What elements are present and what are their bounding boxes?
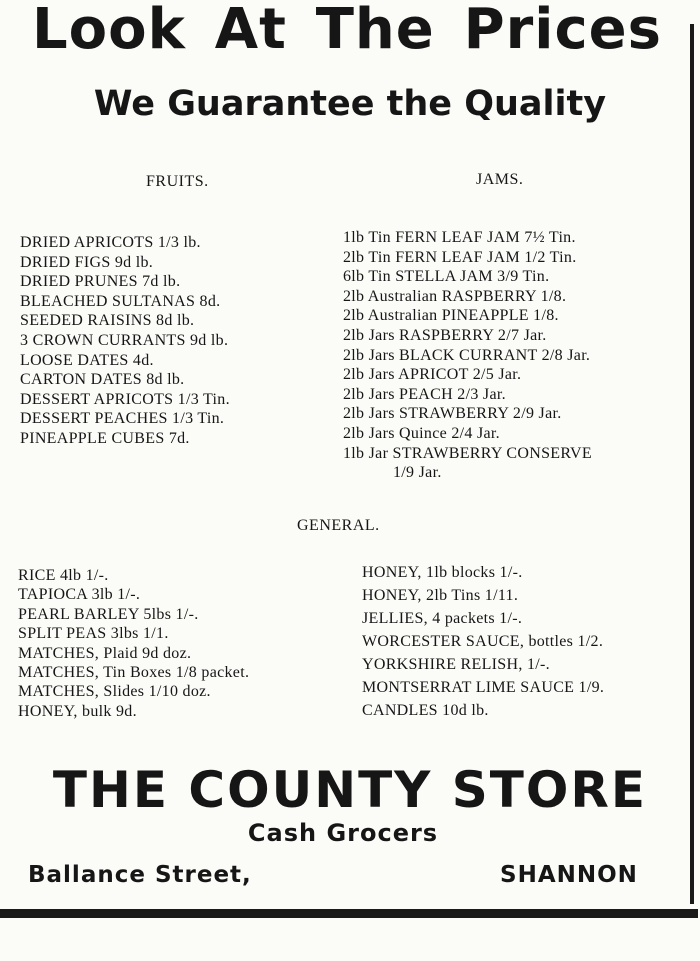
list-item: PEARL BARLEY 5lbs 1/-. — [18, 605, 199, 623]
list-item: CANDLES 10d lb. — [362, 702, 489, 719]
list-item: 2lb Jars RASPBERRY 2/7 Jar. — [343, 326, 547, 344]
headline-word-1: Look — [32, 0, 186, 62]
jams-heading: JAMS. — [476, 171, 524, 188]
list-item: 2lb Jars APRICOT 2/5 Jar. — [343, 366, 522, 384]
general-list-left — [18, 566, 249, 721]
list-item: 2lb Jars BLACK CURRANT 2/8 Jar. — [343, 346, 591, 364]
list-item: MATCHES, Slides 1/10 doz. — [18, 683, 211, 701]
jams-list — [343, 228, 592, 483]
list-item: SEEDED RAISINS 8d lb. — [20, 312, 195, 330]
list-item: YORKSHIRE RELISH, 1/-. — [362, 656, 550, 673]
list-item: 2lb Tin FERN LEAF JAM 1/2 Tin. — [343, 248, 577, 266]
list-item: WORCESTER SAUCE, bottles 1/2. — [362, 633, 604, 650]
subheadline: We Guarantee the Quality — [93, 84, 607, 124]
list-item: HONEY, 1lb blocks 1/-. — [362, 564, 523, 581]
list-item: DRIED APRICOTS 1/3 lb. — [20, 234, 201, 251]
list-item: 1lb Tin FERN LEAF JAM 7½ Tin. — [343, 229, 576, 246]
general-heading: GENERAL. — [297, 517, 380, 534]
list-item: HONEY, 2lb Tins 1/11. — [362, 587, 519, 604]
list-item: BLEACHED SULTANAS 8d. — [20, 292, 221, 310]
list-item: DESSERT APRICOTS 1/3 Tin. — [20, 390, 230, 408]
store-town: SHANNON — [500, 862, 638, 888]
list-item: MATCHES, Tin Boxes 1/8 packet. — [18, 664, 250, 682]
fruits-list — [20, 233, 230, 449]
list-item: 3 CROWN CURRANTS 9d lb. — [20, 331, 229, 349]
store-name: THE COUNTY STORE — [52, 761, 648, 819]
list-item: 1lb Jar STRAWBERRY CONSERVE — [343, 444, 592, 462]
list-item: 2lb Australian PINEAPPLE 1/8. — [343, 307, 559, 325]
fruits-heading: FRUITS. — [146, 173, 209, 190]
list-item: 6lb Tin STELLA JAM 3/9 Tin. — [343, 268, 550, 286]
list-item: MONTSERRAT LIME SAUCE 1/9. — [362, 679, 605, 696]
list-item: LOOSE DATES 4d. — [20, 351, 154, 369]
general-list-right — [362, 561, 604, 722]
list-item: RICE 4lb 1/-. — [18, 567, 109, 584]
list-item: MATCHES, Plaid 9d doz. — [18, 644, 192, 662]
bottom-border-rule — [0, 909, 698, 918]
list-item: CARTON DATES 8d lb. — [20, 371, 185, 389]
store-street: Ballance Street, — [28, 862, 252, 888]
list-item: 2lb Australian RASPBERRY 1/8. — [343, 287, 567, 305]
headline — [32, 0, 662, 64]
list-item: 2lb Jars PEACH 2/3 Jar. — [343, 385, 506, 403]
list-item: HONEY, bulk 9d. — [18, 702, 137, 720]
list-item: 2lb Jars Quince 2/4 Jar. — [343, 424, 500, 442]
store-tagline: Cash Grocers — [247, 819, 439, 847]
headline-word-2: At — [214, 0, 287, 62]
headline-word-4: Prices — [463, 0, 662, 62]
list-item: DRIED FIGS 9d lb. — [20, 253, 154, 271]
headline-word-3: The — [315, 0, 435, 62]
list-item: TAPIOCA 3lb 1/-. — [18, 586, 141, 604]
list-item: DRIED PRUNES 7d lb. — [20, 273, 181, 291]
list-item: 1/9 Jar. — [393, 464, 442, 482]
list-item: 2lb Jars STRAWBERRY 2/9 Jar. — [343, 405, 562, 423]
list-item: DESSERT PEACHES 1/3 Tin. — [20, 410, 225, 428]
list-item: SPLIT PEAS 3lbs 1/1. — [18, 625, 169, 643]
list-item: PINEAPPLE CUBES 7d. — [20, 429, 190, 447]
list-item: JELLIES, 4 packets 1/-. — [362, 610, 523, 627]
